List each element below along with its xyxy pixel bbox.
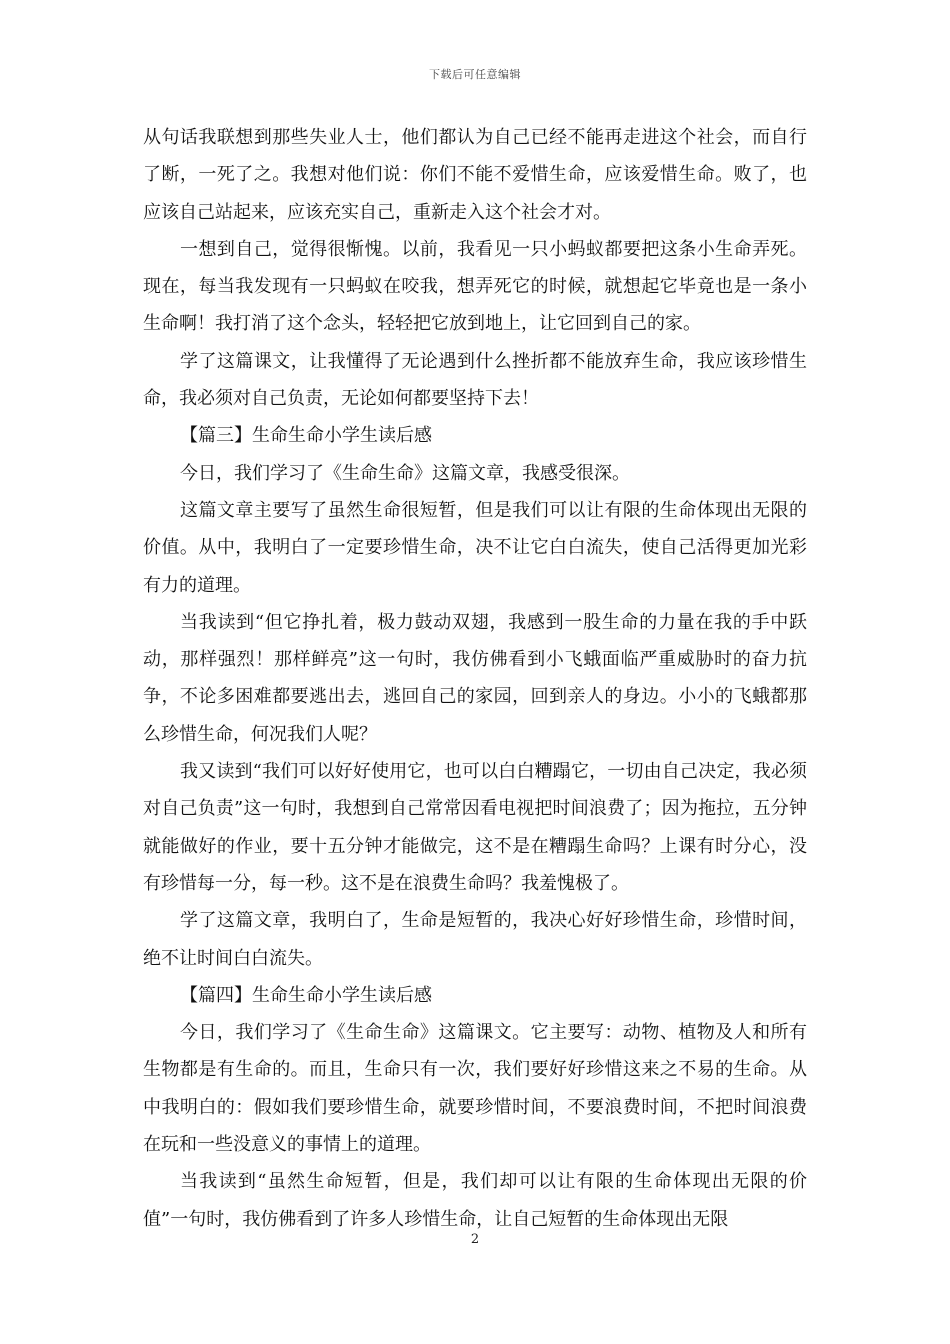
paragraph-8: 学了这篇文章，我明白了，生命是短暂的，我决心好好珍惜生命，珍惜时间，绝不让时间白白流失。 <box>143 910 807 969</box>
paragraph-3: 学了这篇课文，让我懂得了无论遇到什么挫折都不能放弃生命，我应该珍惜生命，我必须对自己负责，无论如何都要坚持下去！ <box>143 350 807 410</box>
page-number: 2 <box>470 1232 480 1247</box>
paragraph-10: 当我读到“虽然生命短暂，但是，我们却可以让有限的生命体现出无限的价值”一句时，我仿佛看到了许多人珍惜生命，让自己短暂的生命体现出无限 <box>143 1171 807 1230</box>
page-header: 下载后可任意编辑 <box>429 68 521 81</box>
section-heading-4: 【篇四】生命生命小学生读后感 <box>180 984 432 1006</box>
paragraph-9: 今日，我们学习了《生命生命》这篇课文。它主要写：动物、植物及人和所有生物都是有生命的。而且，生命只有一次，我们要好好珍惜这来之不易的生命。从中我明白的：假如我们要珍惜生命，就要珍惜时间，不要浪费时间，不把时间浪费在玩和一些没意义的事情上的道理。 <box>143 1022 807 1156</box>
document-body <box>143 119 807 1238</box>
paragraph-1: 从句话我联想到那些失业人士，他们都认为自己已经不能再走进这个社会，而自行了断，一死了之。我想对他们说：你们不能不爱惜生命，应该爱惜生命。败了，也应该自己站起来，应该充实自己，重新走入这个社会才对。 <box>143 127 807 223</box>
paragraph-4: 今日，我们学习了《生命生命》这篇文章，我感受很深。 <box>180 462 630 484</box>
paragraph-7: 我又读到“我们可以好好使用它，也可以白白糟蹋它，一切由自己决定，我必须对自己负责”这一句时，我想到自己常常因看电视把时间浪费了；因为拖拉，五分钟就能做好的作业，要十五分钟才能做完，这不是在糟蹋生命吗？上课有时分心，没有珍惜每一分，每一秒。这不是在浪费生命吗？我羞愧极了。 <box>143 761 807 894</box>
paragraph-5: 这篇文章主要写了虽然生命很短暂，但是我们可以让有限的生命体现出无限的价值。从中，我明白了一定要珍惜生命，决不让它白白流失，使自己活得更加光彩有力的道理。 <box>143 499 807 596</box>
paragraph-2: 一想到自己，觉得很惭愧。以前，我看见一只小蚂蚁都要把这条小生命弄死。现在，每当我发现有一只蚂蚁在咬我，想弄死它的时候，就想起它毕竟也是一条小生命啊！我打消了这个念头，轻轻把它放到地上，让它回到自己的家。 <box>143 238 807 335</box>
section-heading-3: 【篇三】生命生命小学生读后感 <box>180 425 432 447</box>
paragraph-6: 当我读到“但它挣扎着，极力鼓动双翅，我感到一股生命的力量在我的手中跃动，那样强烈！那样鲜亮”这一句时，我仿佛看到小飞蛾面临严重威胁时的奋力抗争，不论多困难都要逃出去，逃回自己的家园，回到亲人的身边。小小的飞蛾都那么珍惜生命，何况我们人呢？ <box>143 611 807 745</box>
